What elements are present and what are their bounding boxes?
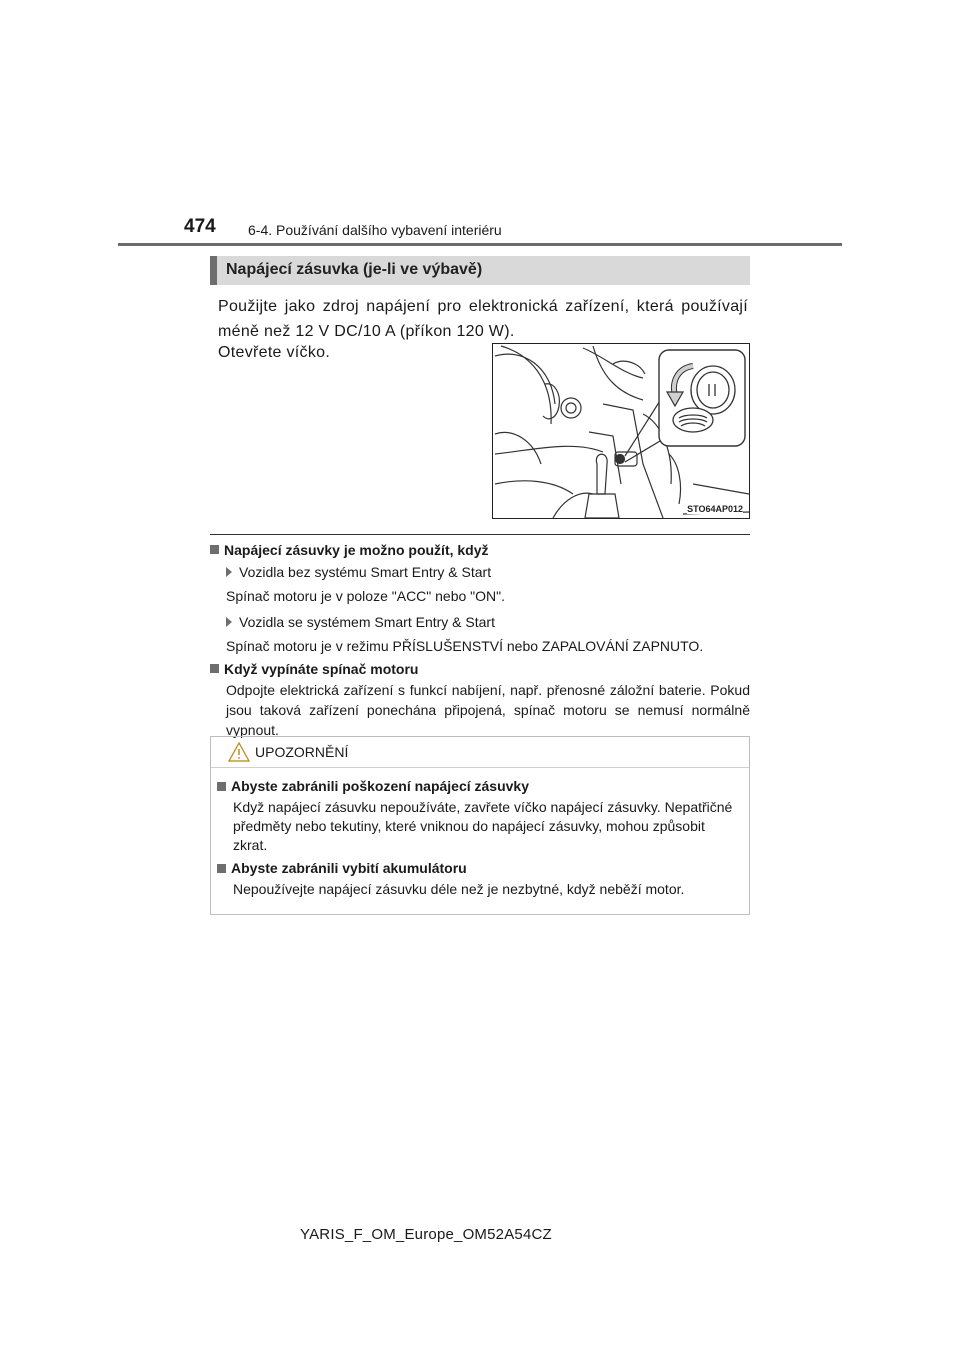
note-heading bbox=[210, 659, 750, 679]
square-bullet-icon bbox=[217, 864, 226, 873]
section-heading: Napájecí zásuvka (je-li ve výbavě) bbox=[226, 261, 483, 278]
divider bbox=[210, 534, 750, 535]
warning-triangle-icon bbox=[227, 741, 251, 763]
caution-item-text: Nepoužívejte napájecí zásuvku déle než je nezbytné, když neběží motor. bbox=[233, 881, 685, 897]
section-reference: 6-4. Používání dalšího vybavení interiéru bbox=[248, 222, 502, 238]
vehicle-type-label: Vozidla bez systému Smart Entry & Start bbox=[239, 564, 492, 580]
caution-item-heading bbox=[217, 777, 739, 796]
intro-paragraph: Použijte jako zdroj napájení pro elektronická zařízení, která používají méně než 12 V DC/10 A (příkon 120 W). bbox=[218, 298, 748, 340]
square-bullet-icon bbox=[210, 664, 219, 673]
dashboard-drawing bbox=[493, 344, 749, 518]
step-text: Otevřete víčko. bbox=[218, 344, 331, 361]
caution-box bbox=[210, 736, 750, 915]
caution-title: UPOZORNĚNÍ bbox=[255, 744, 349, 760]
square-bullet-icon bbox=[217, 782, 226, 791]
note-heading-text: Když vypínáte spínač motoru bbox=[224, 661, 419, 677]
header-rule bbox=[118, 243, 842, 246]
page-number: 474 bbox=[184, 216, 216, 237]
vehicle-type-line bbox=[210, 612, 750, 632]
caution-header bbox=[211, 737, 749, 768]
vehicle-type-line bbox=[210, 562, 750, 582]
power-outlet-illustration bbox=[492, 343, 750, 519]
caution-body bbox=[217, 777, 739, 899]
note-text: Odpojte elektrická zařízení s funkcí nabíjení, např. přenosné záložní baterie. Pokud jsou taková zařízení ponechána připojená, spínač motoru se nemusí normálně vypnout. bbox=[226, 682, 750, 738]
note-heading-text: Napájecí zásuvky je možno použít, když bbox=[224, 542, 489, 558]
figure-code: STO64AP012 bbox=[687, 504, 743, 514]
note-text: Spínač motoru je v poloze "ACC" nebo "ON". bbox=[226, 588, 506, 604]
square-bullet-icon bbox=[210, 545, 219, 554]
note-heading bbox=[210, 540, 750, 560]
caution-item-heading bbox=[217, 859, 739, 878]
triangle-bullet-icon bbox=[226, 617, 232, 627]
document-code: YARIS_F_OM_Europe_OM52A54CZ bbox=[300, 1226, 552, 1243]
caution-item-heading-text: Abyste zabránili poškození napájecí zásuvky bbox=[231, 778, 529, 794]
caution-item-text: Když napájecí zásuvku nepoužíváte, zavřete víčko napájecí zásuvky. Nepatřičné předměty nebo tekutiny, které vniknou do napájecí zásuvky, mohou způsobit zkrat. bbox=[233, 799, 733, 853]
notes-section bbox=[210, 540, 750, 740]
section-heading-bar bbox=[210, 256, 750, 285]
triangle-bullet-icon bbox=[226, 567, 232, 577]
vehicle-type-label: Vozidla se systémem Smart Entry & Start bbox=[239, 614, 495, 630]
note-text: Spínač motoru je v režimu PŘÍSLUŠENSTVÍ nebo ZAPALOVÁNÍ ZAPNUTO. bbox=[226, 638, 704, 654]
caution-item-heading-text: Abyste zabránili vybití akumulátoru bbox=[231, 860, 467, 876]
